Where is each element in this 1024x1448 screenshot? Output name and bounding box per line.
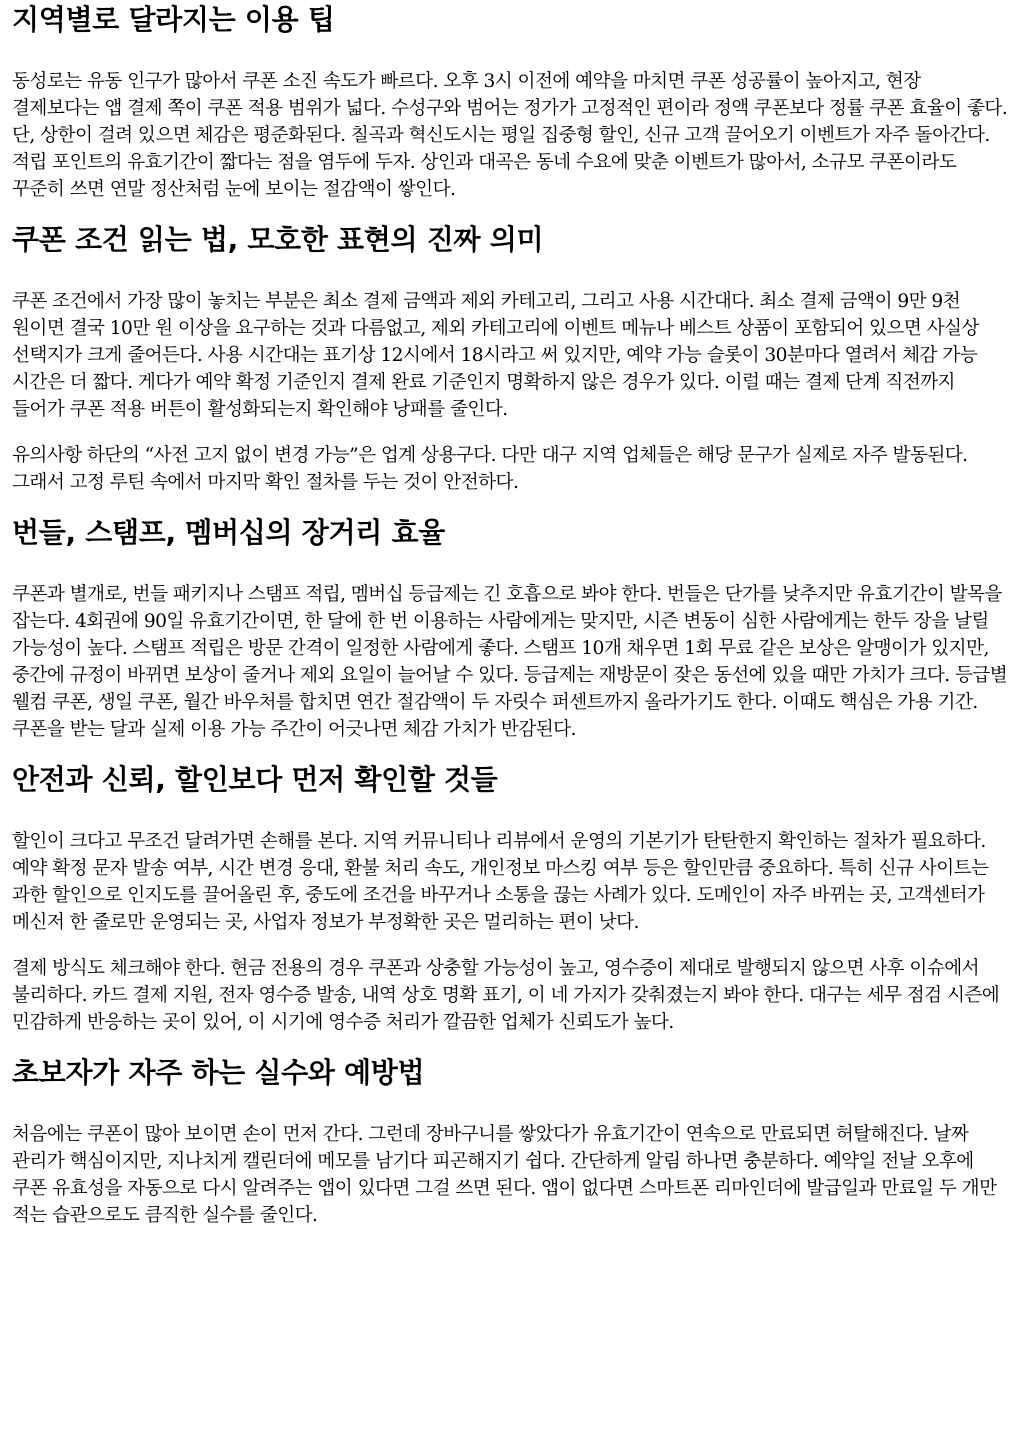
section-heading: 안전과 신뢰, 할인보다 먼저 확인할 것들 bbox=[12, 763, 498, 796]
paragraph: 할인이 크다고 무조건 달려가면 손해를 본다. 지역 커뮤니티나 리뷰에서 운영의 기본기가 탄탄한지 확인하는 절차가 필요하다. 예약 확정 문자 발송 여부, 시간 변경 응대, 환불 처리 속도, 개인정보 마스킹 여부 등은 할인만큼 중요하다. 특히 신규 사이트는 과한 할인으로 인지도를 끌어올린 후, 중도에 조건을 바꾸거나 소통을 끊는 사례가 있다. 도메인이 자주 바뀌는 곳, 고객센터가 메신저 한 줄로만 운영되는 곳, 사업자 정보가 부정확한 곳은 멀리하는 편이 낫다. bbox=[12, 831, 989, 933]
section-heading: 번들, 스탬프, 멤버십의 장거리 효율 bbox=[12, 516, 445, 549]
section-regional-tips bbox=[12, 2, 1012, 203]
paragraph: 유의사항 하단의 “사전 고지 없이 변경 가능”은 업계 상용구다. 다만 대구 지역 업체들은 해당 문구가 실제로 자주 발동된다. 그래서 고정 루틴 속에서 마지막 확인 절차를 두는 것이 안전하다. bbox=[12, 445, 968, 493]
section-safety-trust bbox=[12, 762, 1012, 1036]
paragraph: 동성로는 유동 인구가 많아서 쿠폰 소진 속도가 빠르다. 오후 3시 이전에 예약을 마치면 쿠폰 성공률이 높아지고, 현장 결제보다는 앱 결제 쪽이 쿠폰 적용 범위가 넓다. 수성구와 범어는 정가가 고정적인 편이라 정액 쿠폰보다 정률 쿠폰 효율이 좋다. 단, 상한이 걸려 있으면 체감은 평준화된다. 칠곡과 혁신도시는 평일 집중형 할인, 신규 고객 끌어오기 이벤트가 자주 돌아간다. 적립 포인트의 유효기간이 짧다는 점을 염두에 두자. 상인과 대곡은 동네 수요에 맞춘 이벤트가 많아서, 소규모 쿠폰이라도 꾸준히 쓰면 연말 정산처럼 눈에 보이는 절감액이 쌓인다. bbox=[12, 71, 1008, 200]
paragraph: 쿠폰과 별개로, 번들 패키지나 스탬프 적립, 멤버십 등급제는 긴 호흡으로 봐야 한다. 번들은 단가를 낮추지만 유효기간이 발목을 잡는다. 4회권에 90일 유효기간이면, 한 달에 한 번 이용하는 사람에게는 맞지만, 시즌 변동이 심한 사람에게는 한두 장을 날릴 가능성이 높다. 스탬프 적립은 방문 간격이 일정한 사람에게 좋다. 스탬프 10개 채우면 1회 무료 같은 보상은 알맹이가 있지만, 중간에 규정이 바뀌면 보상이 줄거나 제외 요일이 늘어날 수 있다. 등급제는 재방문이 잦은 동선에 있을 때만 가치가 크다. 등급별 웰컴 쿠폰, 생일 쿠폰, 월간 바우처를 합치면 연간 절감액이 두 자릿수 퍼센트까지 올라가기도 한다. 이때도 핵심은 가용 기간. 쿠폰을 받는 달과 실제 이용 가능 주간이 어긋나면 체감 가치가 반감된다. bbox=[12, 584, 1008, 740]
paragraph: 결제 방식도 체크해야 한다. 현금 전용의 경우 쿠폰과 상충할 가능성이 높고, 영수증이 제대로 발행되지 않으면 사후 이슈에서 불리하다. 카드 결제 지원, 전자 영수증 발송, 내역 상호 명확 표기, 이 네 가지가 갖춰졌는지 봐야 한다. 대구는 세무 점검 시즌에 민감하게 반응하는 곳이 있어, 이 시기에 영수증 처리가 깔끔한 업체가 신뢰도가 높다. bbox=[12, 958, 1000, 1033]
section-bundles-stamps-membership bbox=[12, 515, 1012, 743]
section-heading: 초보자가 자주 하는 실수와 예방법 bbox=[12, 1056, 425, 1089]
section-heading: 지역별로 달라지는 이용 팁 bbox=[12, 3, 335, 36]
section-beginner-mistakes bbox=[12, 1055, 1012, 1229]
section-coupon-conditions bbox=[12, 222, 1012, 496]
paragraph: 처음에는 쿠폰이 많아 보이면 손이 먼저 간다. 그런데 장바구니를 쌓았다가 유효기간이 연속으로 만료되면 허탈해진다. 날짜 관리가 핵심이지만, 지나치게 캘린더에 메모를 남기다 피곤해지기 쉽다. 간단하게 알림 하나면 충분하다. 예약일 전날 오후에 쿠폰 유효성을 자동으로 다시 알려주는 앱이 있다면 그걸 쓰면 된다. 앱이 없다면 스마트폰 리마인더에 발급일과 만료일 두 개만 적는 습관으로도 큼직한 실수를 줄인다. bbox=[12, 1124, 997, 1226]
section-heading: 쿠폰 조건 읽는 법, 모호한 표현의 진짜 의미 bbox=[12, 223, 544, 256]
paragraph: 쿠폰 조건에서 가장 많이 놓치는 부분은 최소 결제 금액과 제외 카테고리, 그리고 사용 시간대다. 최소 결제 금액이 9만 9천 원이면 결국 10만 원 이상을 요구하는 것과 다름없고, 제외 카테고리에 이벤트 메뉴나 베스트 상품이 포함되어 있으면 사실상 선택지가 크게 줄어든다. 사용 시간대는 표기상 12시에서 18시라고 써 있지만, 예약 가능 슬롯이 30분마다 열려서 체감 가능 시간은 더 짧다. 게다가 예약 확정 기준인지 결제 완료 기준인지 명확하지 않은 경우가 있다. 이럴 때는 결제 단계 직전까지 들어가 쿠폰 적용 버튼이 활성화되는지 확인해야 낭패를 줄인다. bbox=[12, 291, 979, 420]
